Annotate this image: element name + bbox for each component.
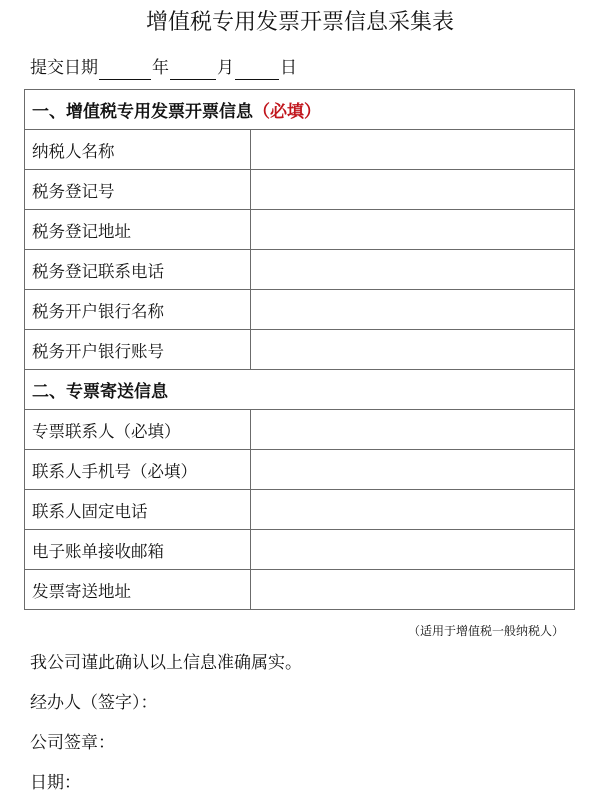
year-blank[interactable] (99, 61, 151, 80)
company-seal-label: 公司签章： (30, 733, 115, 753)
submit-date-label: 提交日期 (30, 58, 98, 78)
bank-name-field[interactable] (251, 290, 575, 330)
month-blank[interactable] (170, 61, 216, 80)
table-row (25, 570, 575, 610)
contact-landline-field[interactable] (251, 490, 575, 530)
applicability-note: （适用于增值税一般纳税人） (407, 624, 564, 638)
day-label: 日 (280, 58, 297, 78)
submit-date-line (30, 56, 297, 80)
table-row (25, 130, 575, 170)
required-mark: （必填） (253, 102, 321, 122)
field-label: 联系人固定电话 (25, 490, 251, 530)
table-row (25, 250, 575, 290)
month-label: 月 (217, 58, 234, 78)
handler-signature-label: 经办人（签字）： (30, 693, 158, 713)
field-label: 税务登记联系电话 (25, 250, 251, 290)
info-table (24, 89, 575, 610)
field-label: 专票联系人（必填） (25, 410, 251, 450)
field-label: 税务登记地址 (25, 210, 251, 250)
tax-registration-address-field[interactable] (251, 210, 575, 250)
confirmation-statement: 我公司谨此确认以上信息准确属实。 (30, 653, 302, 673)
table-row (25, 530, 575, 570)
section1-header (25, 90, 575, 130)
table-row (25, 330, 575, 370)
table-row (25, 490, 575, 530)
mailing-address-field[interactable] (251, 570, 575, 610)
year-label: 年 (152, 58, 169, 78)
bank-account-field[interactable] (251, 330, 575, 370)
field-label: 电子账单接收邮箱 (25, 530, 251, 570)
tax-registration-number-field[interactable] (251, 170, 575, 210)
field-label: 纳税人名称 (25, 130, 251, 170)
invoice-contact-field[interactable] (251, 410, 575, 450)
section1-title: 一、增值税专用发票开票信息 (32, 102, 253, 122)
form-title: 增值税专用发票开票信息采集表 (145, 10, 454, 35)
taxpayer-name-field[interactable] (251, 130, 575, 170)
day-blank[interactable] (235, 61, 279, 80)
field-label: 税务开户银行账号 (25, 330, 251, 370)
field-label: 税务开户银行名称 (25, 290, 251, 330)
table-row (25, 450, 575, 490)
contact-mobile-field[interactable] (251, 450, 575, 490)
table-row (25, 410, 575, 450)
signature-date-label: 日期： (30, 773, 81, 793)
field-label: 联系人手机号（必填） (25, 450, 251, 490)
field-label: 税务登记号 (25, 170, 251, 210)
table-row (25, 170, 575, 210)
table-row (25, 210, 575, 250)
billing-email-field[interactable] (251, 530, 575, 570)
section2-header: 二、专票寄送信息 (25, 370, 575, 410)
table-row (25, 290, 575, 330)
field-label: 发票寄送地址 (25, 570, 251, 610)
tax-registration-phone-field[interactable] (251, 250, 575, 290)
